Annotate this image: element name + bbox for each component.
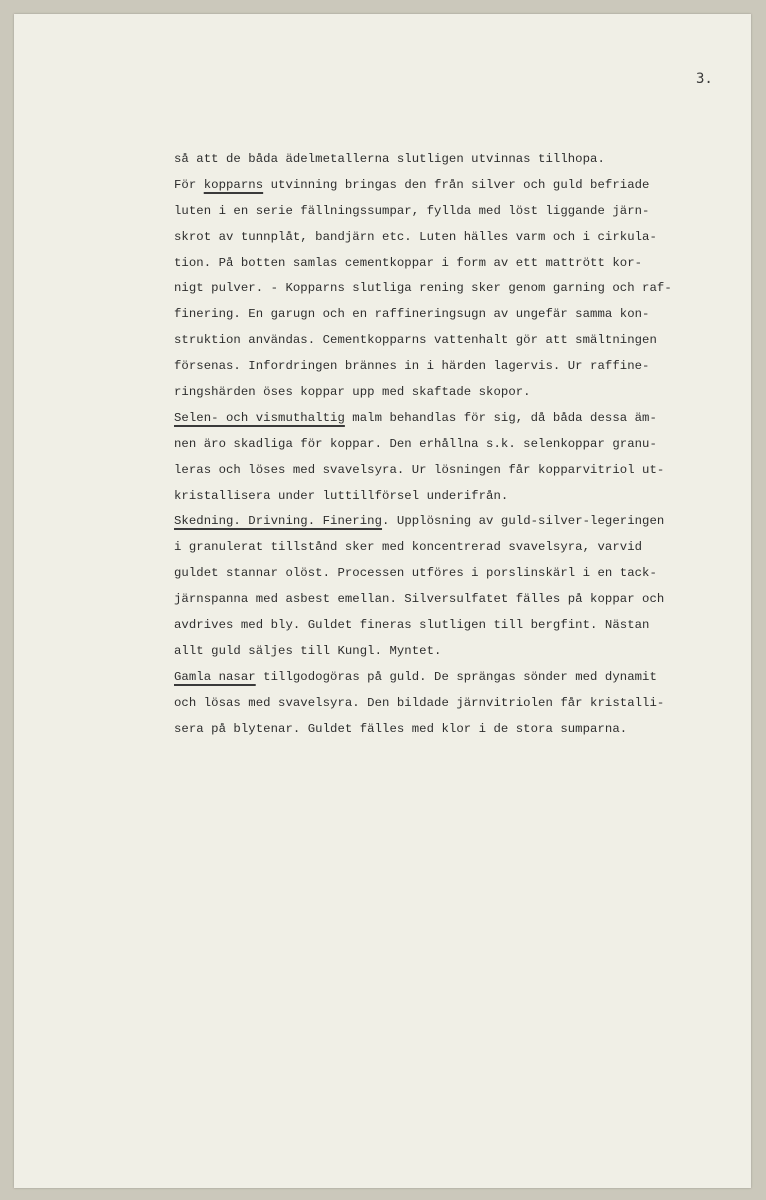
text-line xyxy=(174,613,744,639)
text-segment: allt guld säljes till Kungl. Myntet. xyxy=(174,643,442,658)
text-line xyxy=(174,302,744,328)
text-line xyxy=(174,665,744,691)
text-line xyxy=(174,717,744,743)
underlined-heading: Gamla nasar xyxy=(174,669,256,684)
text-segment: skrot av tunnplåt, bandjärn etc. Luten hälles varm och i cirkula- xyxy=(174,229,657,244)
text-segment: försenas. Infordringen brännes in i härden lagervis. Ur raffine- xyxy=(174,359,650,374)
underlined-heading: Selen- och vismuthaltig xyxy=(174,410,345,425)
text-segment: så att de båda ädelmetallerna slutligen utvinnas tillhopa. xyxy=(174,152,605,166)
text-line xyxy=(174,561,744,587)
text-line xyxy=(174,276,744,302)
text-line xyxy=(174,251,744,277)
text-segment: malm behandlas för sig, då båda dessa äm- xyxy=(344,410,657,425)
text-line xyxy=(174,639,744,665)
text-line xyxy=(174,225,744,251)
text-segment: järnspanna med asbest emellan. Silversulfatet fälles på koppar och xyxy=(174,592,665,607)
typed-text-body xyxy=(174,147,744,742)
text-line xyxy=(174,535,744,561)
text-line xyxy=(174,458,744,484)
text-segment: struktion användas. Cementkopparns vattenhalt gör att smältningen xyxy=(174,333,657,348)
text-segment: tion. På botten samlas cementkoppar i form av ett mattrött kor- xyxy=(174,255,643,270)
text-segment: luten i en serie fällningssumpar, fyllda med löst liggande järn- xyxy=(174,203,650,218)
text-line xyxy=(174,587,744,613)
text-line xyxy=(174,380,744,406)
text-line xyxy=(174,173,744,199)
underlined-heading: kopparns xyxy=(203,177,264,192)
text-line xyxy=(174,147,744,173)
text-segment: och lösas med svavelsyra. Den bildade järnvitriolen får kristalli- xyxy=(174,695,665,710)
text-segment: nen äro skadliga för koppar. Den erhållna s.k. selenkoppar granu- xyxy=(174,436,657,451)
page-number: 3. xyxy=(696,71,713,87)
text-line xyxy=(174,484,744,510)
underlined-heading: Skedning. Drivning. Finering xyxy=(174,514,383,529)
text-line xyxy=(174,432,744,458)
text-segment: leras och löses med svavelsyra. Ur lösningen får kopparvitriol ut- xyxy=(174,462,665,477)
text-segment: ringshärden öses koppar upp med skaftade skopor. xyxy=(174,385,531,400)
text-segment: sera på blytenar. Guldet fälles med klor i de stora sumparna. xyxy=(174,721,628,736)
text-segment: guldet stannar olöst. Processen utföres i porslinskärl i en tack- xyxy=(174,566,657,581)
text-line xyxy=(174,199,744,225)
text-segment: finering. En garugn och en raffineringsugn av ungefär samma kon- xyxy=(174,307,650,322)
text-line xyxy=(174,691,744,717)
text-line xyxy=(174,354,744,380)
text-segment: kristallisera under luttillförsel underifrån. xyxy=(174,488,509,503)
text-segment: tillgodogöras på guld. De sprängas sönder med dynamit xyxy=(255,669,657,684)
text-line xyxy=(174,406,744,432)
text-segment: nigt pulver. - Kopparns slutliga rening sker genom garning och raf- xyxy=(174,281,672,296)
document-page xyxy=(14,14,751,1188)
text-segment: För xyxy=(174,177,204,192)
text-segment: utvinning bringas den från silver och guld befriade xyxy=(263,177,650,192)
text-segment: . Upplösning av guld-silver-legeringen xyxy=(382,514,665,529)
text-segment: avdrives med bly. Guldet fineras slutligen till bergfint. Nästan xyxy=(174,618,650,633)
text-line xyxy=(174,328,744,354)
text-segment: i granulerat tillstånd sker med koncentrerad svavelsyra, varvid xyxy=(174,540,643,555)
text-line xyxy=(174,509,744,535)
